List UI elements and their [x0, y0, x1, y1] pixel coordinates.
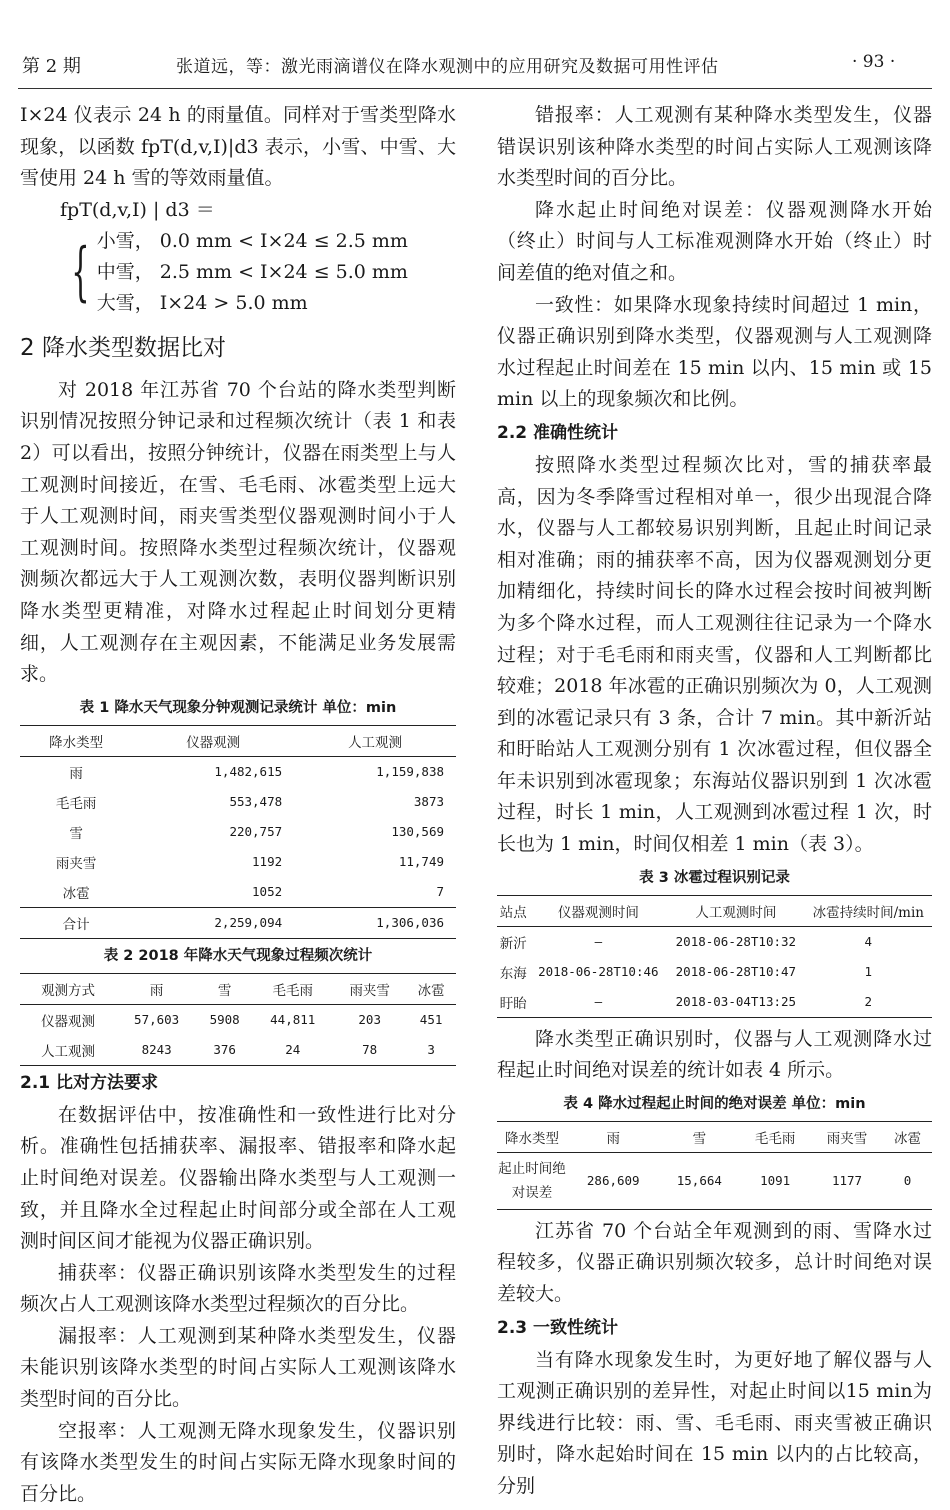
case-moderate-snow: 中雪， 2.5 mm < I×24 ≤ 5.0 mm — [96, 260, 408, 283]
table3-caption: 表 3 冰雹过程识别记录 — [639, 869, 790, 886]
table-header: 仪器观测时间 — [530, 895, 668, 926]
table-header: 雨 — [116, 973, 197, 1004]
cell: 1,482,615 — [214, 764, 283, 780]
paragraph: 空报率：人工观测无降水现象发生，仪器识别有该降水类型发生的时间占实际无降水现象时间的百分比。 — [20, 1419, 456, 1505]
page-header — [0, 0, 950, 92]
cell: 合计 — [20, 907, 132, 938]
cell: 8243 — [141, 1042, 172, 1058]
table-row — [20, 877, 456, 908]
table-row — [497, 926, 932, 957]
cell: 376 — [213, 1042, 236, 1058]
cell: 2,259,094 — [132, 907, 294, 938]
cell: 24 — [285, 1042, 301, 1058]
cell: 451 — [419, 1012, 443, 1028]
cell: 1052 — [252, 884, 283, 900]
cell: 3873 — [413, 794, 444, 810]
paragraph: 降水类型正确识别时，仪器与人工观测降水过程起止时间绝对误差的统计如表 4 所示。 — [497, 1027, 932, 1082]
table-header: 站点 — [497, 895, 530, 926]
cell: 1192 — [252, 854, 283, 870]
cell: 1091 — [760, 1173, 791, 1189]
cell: 11,749 — [398, 854, 444, 870]
cell: 1,306,036 — [294, 907, 456, 938]
cell: 1177 — [831, 1173, 863, 1189]
cell: 5908 — [209, 1012, 240, 1028]
paragraph: I×24 仪表示 24 h 的雨量值。同样对于雪类型降水现象，以函数 fpT(d,v,I)|d3 表示，小雪、中雪、大雪使用 24 h 雪的等效雨量值。 — [20, 104, 456, 190]
table-row — [20, 756, 456, 787]
paragraph: 漏报率：人工观测到某种降水类型发生，仪器未能识别该降水类型的时间占实际人工观测该降水类型时间的百分比。 — [20, 1324, 456, 1411]
table-row — [20, 1004, 456, 1035]
paragraph: 当有降水现象发生时，为更好地了解仪器与人工观测正确识别的差异性，对起止时间以15 min为界线进行比较：雨、雪、毛毛雨、雨夹雪被正确识别时，降水起始时间在 15 min 以内的占比较高，分别 — [497, 1348, 932, 1497]
table-row — [20, 1035, 456, 1066]
cell: — — [594, 934, 603, 950]
cell: 新沂 — [499, 935, 527, 952]
formula-head: fpT(d,v,I) | d3 ＝ — [60, 198, 215, 221]
header-rule — [18, 88, 932, 89]
table3 — [497, 895, 932, 1018]
cell: 0 — [903, 1173, 912, 1189]
table-header: 冰雹 — [883, 1121, 932, 1152]
brace-glyph: { — [71, 234, 90, 309]
table-row — [497, 1152, 932, 1209]
table-header: 毛毛雨 — [252, 973, 333, 1004]
table4 — [497, 1121, 932, 1210]
cell: 553,478 — [229, 794, 283, 810]
table-header: 雪 — [197, 973, 252, 1004]
paragraph: 对 2018 年江苏省 70 个台站的降水类型判断识别情况按照分钟记录和过程频次统计（表 1 和表 2）可以看出，按照分钟统计，仪器在雨类型上与人工观测时间接近，在雪、毛毛雨、冰雹类型上远大于人工观测时间，雨夹雪类型仪器观测时间小于人工观测时间。按照降水类型过程频次统计，仪器观测频次都远大于人工观测次数，表明仪器判断识别降水类型更精准，对降水过程起止时间划分更精细，人工观测存在主观因素，不能满足业务发展需求。 — [20, 378, 456, 686]
paragraph: 捕获率：仪器正确识别该降水类型发生的过程频次占人工观测该降水类型过程频次的百分比。 — [20, 1261, 456, 1316]
cell: 起止时间绝对误差 — [498, 1160, 566, 1201]
cell: 雨 — [69, 765, 83, 782]
cell: 220,757 — [229, 824, 283, 840]
subsection-heading: 2.1 比对方法要求 — [20, 1072, 159, 1093]
table4-caption: 表 4 降水过程起止时间的绝对误差 单位：min — [563, 1095, 866, 1112]
issue-number: 第 2 期 — [22, 56, 81, 77]
cell: 人工观测 — [41, 1043, 96, 1060]
table-header: 人工观测 — [294, 725, 456, 756]
cell: 2018-06-28T10:47 — [675, 964, 797, 980]
cell: 2018-06-28T10:46 — [538, 964, 659, 980]
cell: 286,609 — [586, 1173, 640, 1189]
table-header: 降水类型 — [497, 1121, 567, 1152]
right-column — [497, 100, 932, 1503]
table-total-row — [20, 907, 456, 938]
cell: 7 — [436, 884, 444, 900]
cell: 203 — [358, 1012, 381, 1028]
cell: 130,569 — [391, 824, 444, 840]
paragraph: 按照降水类型过程频次比对，雪的捕获率最高，因为冬季降雪过程相对单一，很少出现混合降水，仪器与人工都较易识别判断，且起止时间记录相对准确；雨的捕获率不高，因为仪器观测划分更加精细化，持续时间长的降水过程会按时间被判断为多个降水过程，而人工观测往往记录为一个降水过程；对于毛毛雨和雨夹雪，仪器和人工判断都比较难；2018 年冰雹的正确识别频次为 0，人工观测到的冰雹记录只有 3 条，合计 7 min。其中新沂站和盱眙站人工观测分别有 1 次冰雹过程，但仪器全年未识别到冰雹现象；东海站仪器识别到 1 次冰雹过程，时长 1 min，人工观测到冰雹过程 1 次，时长也为 1 min，时间仅相差 1 min（表 3）。 — [497, 453, 932, 856]
cell: 15,664 — [676, 1173, 722, 1189]
paragraph: 降水起止时间绝对误差：仪器观测降水开始（终止）时间与人工标准观测降水开始（终止）时间差值的绝对值之和。 — [497, 198, 932, 284]
table-header: 观测方式 — [20, 973, 116, 1004]
table1-caption: 表 1 降水天气现象分钟观测记录统计 单位：min — [79, 699, 397, 716]
table-header: 降水类型 — [20, 725, 132, 756]
table-header: 雨 — [567, 1121, 659, 1152]
cell: 东海 — [499, 965, 527, 982]
running-title: 张道远，等：激光雨滴谱仪在降水观测中的应用研究及数据可用性评估 — [176, 57, 719, 77]
case-heavy-snow: 大雪， I×24 > 5.0 mm — [96, 291, 308, 314]
paragraph: 错报率：人工观测有某种降水类型发生，仪器错误识别该种降水类型的时间占实际人工观测该降水类型时间的百分比。 — [497, 104, 932, 190]
cell: — — [594, 994, 603, 1010]
cell: 冰雹 — [62, 885, 90, 902]
table-header: 雨夹雪 — [333, 973, 406, 1004]
page-number: · 93 · — [852, 52, 896, 72]
table-header: 雨夹雪 — [811, 1121, 883, 1152]
cell: 雨夹雪 — [55, 855, 97, 872]
table-header: 冰雹持续时间/min — [805, 895, 932, 926]
cell: 57,603 — [134, 1012, 180, 1028]
table-header: 人工观测时间 — [667, 895, 805, 926]
cell: 毛毛雨 — [55, 795, 97, 812]
paragraph: 江苏省 70 个台站全年观测到的雨、雪降水过程较多，仪器正确识别频次较多，总计时间绝对误差较大。 — [497, 1219, 932, 1306]
table-row — [497, 987, 932, 1018]
table-header: 冰雹 — [406, 973, 456, 1004]
table-header: 仪器观测 — [132, 725, 294, 756]
cell: 2018-03-04T13:25 — [675, 994, 797, 1010]
cell: 仪器观测 — [41, 1013, 96, 1030]
section-heading: 2 降水类型数据比对 — [20, 334, 226, 361]
table-header: 毛毛雨 — [739, 1121, 811, 1152]
table2-caption: 表 2 2018 年降水天气现象过程频次统计 — [103, 947, 373, 964]
cell: 2018-06-28T10:32 — [675, 934, 797, 950]
cell: 2 — [864, 994, 873, 1010]
table-row — [497, 957, 932, 987]
cell: 78 — [362, 1042, 378, 1058]
cell: 1,159,838 — [376, 764, 444, 780]
snow-cases — [20, 226, 456, 319]
paragraph: 一致性：如果降水现象持续时间超过 1 min，仪器正确识别到降水类型，仪器观测与人工观测降水过程起止时间差在 15 min 以内、15 min 或 15 min 以上的现象频次和比例。 — [497, 293, 932, 411]
subsection-heading: 2.2 准确性统计 — [497, 422, 619, 443]
cell: 1 — [864, 964, 873, 980]
table1 — [20, 725, 456, 939]
cell: 44,811 — [270, 1012, 316, 1028]
case-light-snow: 小雪， 0.0 mm < I×24 ≤ 2.5 mm — [96, 229, 408, 252]
cell: 盱眙 — [499, 995, 527, 1012]
table-row — [20, 817, 456, 847]
table-row — [20, 787, 456, 817]
table-row — [20, 847, 456, 877]
cell: 3 — [427, 1042, 435, 1058]
table2 — [20, 973, 456, 1066]
paragraph: 在数据评估中，按准确性和一致性进行比对分析。准确性包括捕获率、漏报率、错报率和降水起止时间绝对误差。仪器输出降水类型与人工观测一致，并且降水全过程起止时间部分或全部在人工观测时间区间才能视为仪器正确识别。 — [20, 1103, 456, 1253]
subsection-heading: 2.3 一致性统计 — [497, 1317, 619, 1338]
table-header: 雪 — [659, 1121, 739, 1152]
cell: 雪 — [69, 825, 83, 842]
cell: 4 — [864, 934, 873, 950]
left-column — [20, 100, 456, 1510]
